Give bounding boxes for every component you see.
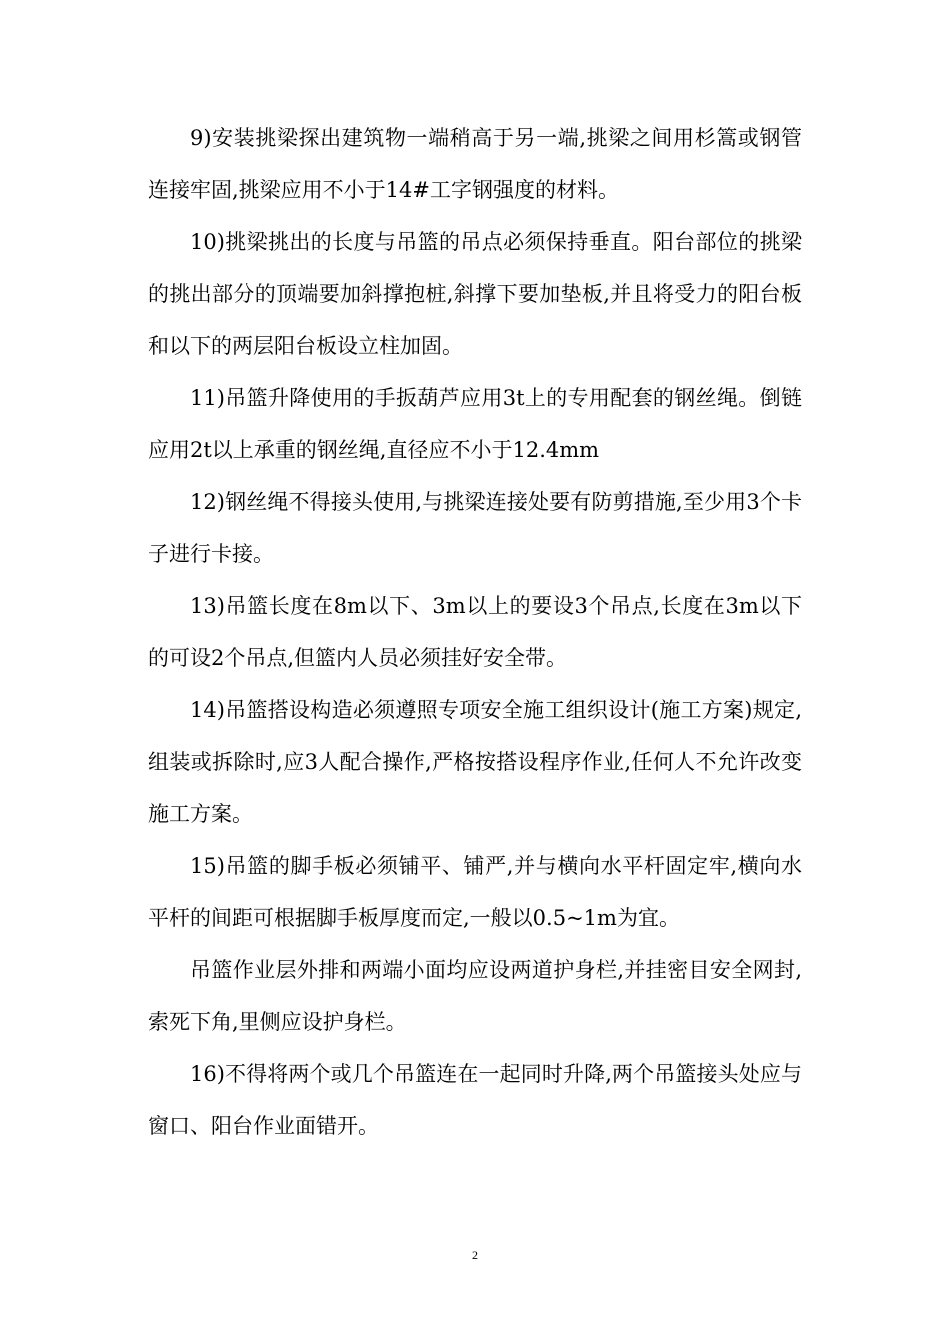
paragraph-item-16: 16)不得将两个或几个吊篮连在一起同时升降,两个吊篮接头处应与窗口、阳台作业面错开。 [148, 1062, 802, 1138]
paragraph-item-12: 12)钢丝绳不得接头使用,与挑梁连接处要有防剪措施,至少用3个卡子进行卡接。 [148, 490, 802, 566]
paragraph-item-10: 10)挑梁挑出的长度与吊篮的吊点必须保持垂直。阳台部位的挑梁的挑出部分的顶端要加斜撑抱桩,斜撑下要加垫板,并且将受力的阳台板和以下的两层阳台板设立柱加固。 [148, 230, 802, 358]
paragraph-guardrail-note: 吊篮作业层外排和两端小面均应设两道护身栏,并挂密目安全网封,索死下角,里侧应设护身栏。 [148, 958, 802, 1034]
paragraph-item-11: 11)吊篮升降使用的手扳葫芦应用3t上的专用配套的钢丝绳。倒链应用2t以上承重的钢丝绳,直径应不小于12.4mm [148, 386, 802, 462]
paragraph-item-9: 9)安装挑梁探出建筑物一端稍高于另一端,挑梁之间用杉篙或钢管连接牢固,挑梁应用不小于14#工字钢强度的材料。 [148, 126, 802, 202]
document-body [148, 112, 802, 1152]
page-number: 2 [472, 1248, 478, 1262]
paragraph-item-13: 13)吊篮长度在8m以下、3m以上的要设3个吊点,长度在3m以下的可设2个吊点,但篮内人员必须挂好安全带。 [148, 594, 802, 670]
paragraph-item-15: 15)吊篮的脚手板必须铺平、铺严,并与横向水平杆固定牢,横向水平杆的间距可根据脚手板厚度而定,一般以0.5~1m为宜。 [148, 854, 802, 930]
paragraph-item-14: 14)吊篮搭设构造必须遵照专项安全施工组织设计(施工方案)规定,组装或拆除时,应3人配合操作,严格按搭设程序作业,任何人不允许改变施工方案。 [148, 698, 802, 826]
